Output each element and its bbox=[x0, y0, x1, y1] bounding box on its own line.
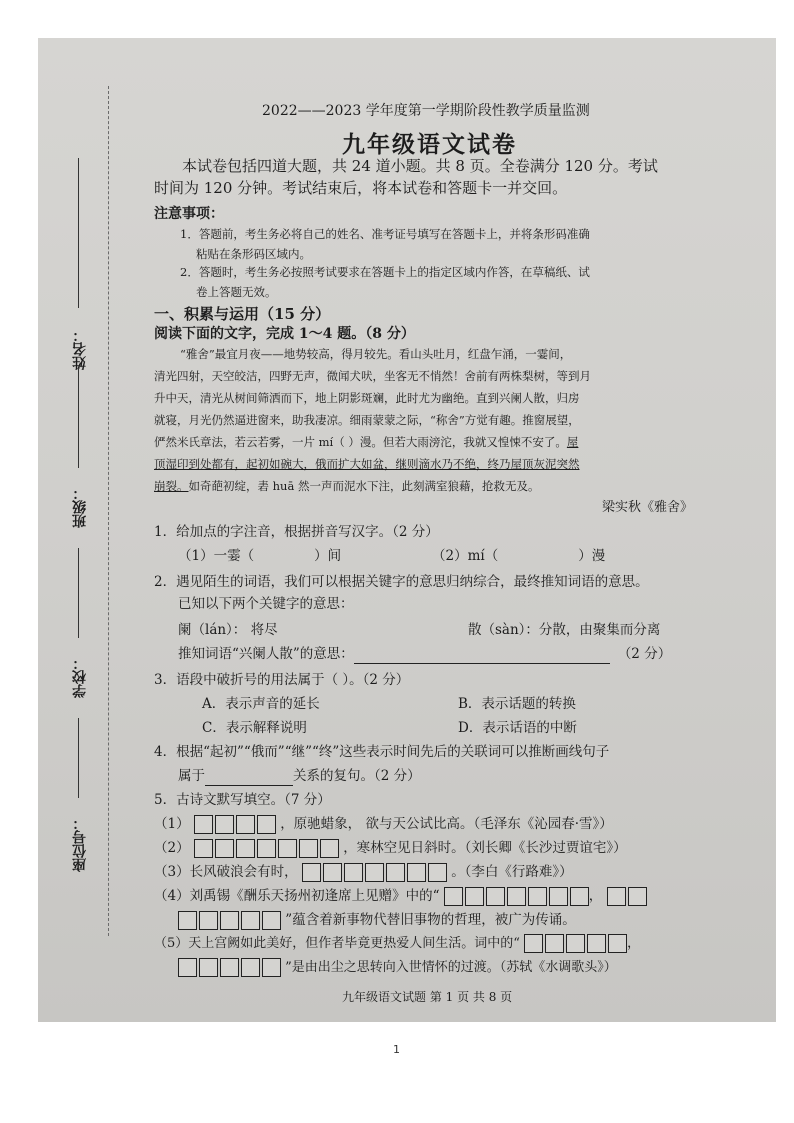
q5-item2-blanks[interactable] bbox=[194, 839, 339, 858]
char-box[interactable] bbox=[278, 839, 297, 858]
seat-line bbox=[78, 718, 79, 798]
exam-content bbox=[142, 38, 757, 1022]
school-line bbox=[78, 548, 79, 638]
char-box[interactable] bbox=[545, 934, 564, 953]
q2-answer-line[interactable] bbox=[354, 649, 610, 664]
q5-item4-line2 bbox=[178, 910, 576, 930]
char-box[interactable] bbox=[199, 958, 218, 977]
note1-line2: 粘贴在条形码区域内。 bbox=[196, 247, 311, 261]
q2-lan: 阑（lán）： 将尽 bbox=[178, 622, 278, 638]
passage-line7-underlined: 崩裂。 bbox=[154, 479, 189, 493]
q2-sub: 已知以下两个关键字的意思： bbox=[178, 596, 354, 612]
class-label: 班级： bbox=[72, 486, 88, 528]
scanned-exam-page bbox=[38, 38, 776, 1022]
school-field bbox=[56, 638, 92, 748]
binding-dashed-line bbox=[108, 86, 109, 936]
char-box[interactable] bbox=[215, 815, 234, 834]
passage-line3: 升中天，清光从树间筛洒而下，地上阴影斑斓，此时尤为幽绝。直到兴阑人散，归房 bbox=[154, 391, 580, 405]
q5-item2 bbox=[154, 838, 627, 858]
char-box[interactable] bbox=[241, 958, 260, 977]
note2-line1: 2．答题时，考生务必按照考试要求在答题卡上的指定区域内作答，在草稿纸、试 bbox=[180, 265, 590, 279]
q3-option-a: A．表示声音的延长 bbox=[202, 696, 320, 712]
q5-item1 bbox=[154, 814, 613, 834]
char-box[interactable] bbox=[407, 863, 426, 882]
q4-text: 4．根据“起初”“俄而”“继”“终”这些表示时间先后的关联词可以推断画线句子 bbox=[154, 744, 610, 760]
char-box[interactable] bbox=[608, 934, 627, 953]
class-line bbox=[78, 368, 79, 468]
char-box[interactable] bbox=[428, 863, 447, 882]
char-box[interactable] bbox=[528, 887, 547, 906]
q5-item2-post: ，寒林空见日斜时。（刘长卿《长沙过贾谊宅》） bbox=[343, 840, 627, 856]
q5-item1-post: ，原驰蜡象， 欲与天公试比高。（毛泽东《沁园春·雪》） bbox=[280, 816, 613, 832]
page-footer: 九年级语文试题 第 1 页 共 8 页 bbox=[342, 990, 513, 1004]
q5-item4-blanks-c[interactable] bbox=[178, 911, 281, 930]
intro-line1: 本试卷包括四道大题，共 24 道小题。共 8 页。全卷满分 120 分。考试 bbox=[182, 157, 658, 175]
reading-prompt: 阅读下面的文字，完成 1～4 题。（8 分） bbox=[154, 326, 415, 342]
q1-b-end: ）漫 bbox=[578, 548, 606, 564]
section1-heading: 一、积累与运用（15 分） bbox=[154, 305, 331, 323]
q2-san: 散（sàn）：分散，由聚集而分离 bbox=[468, 622, 661, 638]
char-box[interactable] bbox=[257, 839, 276, 858]
char-box[interactable] bbox=[262, 911, 281, 930]
q2-score: （2 分） bbox=[617, 646, 672, 662]
q1-b bbox=[432, 546, 605, 566]
char-box[interactable] bbox=[199, 911, 218, 930]
notes-heading: 注意事项： bbox=[154, 206, 224, 222]
passage-line2: 清光四射，天空皎洁，四野无声，微闻犬吠，坐客无不悄然！舍前有两株梨树，等到月 bbox=[154, 369, 591, 383]
q4-line2-a: 属于 bbox=[178, 768, 205, 784]
q3-option-c: C．表示解释说明 bbox=[202, 720, 307, 736]
passage-line7-rest: 如奇葩初绽，砉 huā 然一声而泥水下注，此刻满室狼藉，抢救无及。 bbox=[188, 479, 540, 493]
q5-item4-post: ”蕴含着新事物代替旧事物的哲理，被广为传诵。 bbox=[285, 912, 576, 928]
note1-line1: 1．答题前，考生务必将自己的姓名、准考证号填写在答题卡上，并将条形码准确 bbox=[180, 227, 590, 241]
q4-line2 bbox=[178, 766, 421, 786]
q5-item2-pre: （2） bbox=[154, 840, 190, 856]
char-box[interactable] bbox=[220, 911, 239, 930]
page-number: 1 bbox=[393, 1043, 400, 1056]
char-box[interactable] bbox=[194, 815, 213, 834]
char-box[interactable] bbox=[194, 839, 213, 858]
q5-item5-pre: （5）天上宫阙如此美好，但作者毕竟更热爱人间生活。词中的“ bbox=[154, 936, 520, 951]
q5-item3-pre: （3）长风破浪会有时， bbox=[154, 864, 298, 880]
char-box[interactable] bbox=[241, 911, 260, 930]
q5-item3-blanks[interactable] bbox=[302, 863, 447, 882]
char-box[interactable] bbox=[178, 911, 197, 930]
q5-item5-blanks-b[interactable] bbox=[178, 958, 281, 977]
char-box[interactable] bbox=[320, 839, 339, 858]
char-box[interactable] bbox=[365, 863, 384, 882]
q5-item5-post: ”是由出尘之思转向入世情怀的过渡。（苏轼《水调歌头》） bbox=[285, 960, 617, 975]
q5-item5-blanks-a[interactable] bbox=[524, 934, 627, 953]
note2-line2: 卷上答题无效。 bbox=[196, 285, 277, 299]
q1-b-pre: （2）mí（ bbox=[432, 548, 499, 564]
q5-text: 5．古诗文默写填空。（7 分） bbox=[154, 792, 331, 808]
char-box[interactable] bbox=[465, 887, 484, 906]
seat-field bbox=[56, 798, 92, 918]
intro-line2: 时间为 120 分钟。考试结束后，将本试卷和答题卡一并交回。 bbox=[154, 179, 568, 197]
q5-item4-blanks-b[interactable] bbox=[607, 887, 647, 906]
q5-item1-blanks[interactable] bbox=[194, 815, 276, 834]
q4-line2-b: 关系的复句。（2 分） bbox=[293, 768, 421, 784]
q4-answer-line[interactable] bbox=[205, 771, 293, 786]
char-box[interactable] bbox=[323, 863, 342, 882]
char-box[interactable] bbox=[524, 934, 543, 953]
passage-line7 bbox=[154, 478, 539, 494]
q5-item4-mid: ， bbox=[588, 888, 603, 904]
char-box[interactable] bbox=[566, 934, 585, 953]
passage-line5-underlined: 屋 bbox=[566, 435, 579, 449]
q5-item3-post: 。（李白《行路难》） bbox=[451, 864, 573, 880]
char-box[interactable] bbox=[386, 863, 405, 882]
q5-item3 bbox=[154, 862, 573, 882]
q1-a-pre: （1）一霎（ bbox=[178, 548, 255, 564]
char-box[interactable] bbox=[344, 863, 363, 882]
name-line bbox=[78, 158, 79, 308]
q1-text: 1．给加点的字注音，根据拼音写汉字。（2 分） bbox=[154, 524, 439, 540]
q1-a bbox=[178, 546, 341, 566]
name-label: 姓名： bbox=[72, 328, 88, 370]
passage-source: 梁实秋《雅舍》 bbox=[602, 500, 694, 515]
passage-line6-underlined: 顶湿印到处都有，起初如碗大，俄而扩大如盆，继则滴水乃不绝，终乃屋顶灰泥突然 bbox=[154, 457, 580, 471]
passage-line5 bbox=[154, 434, 578, 450]
binding-margin bbox=[38, 38, 108, 1022]
q2-infer bbox=[178, 644, 671, 664]
passage-line5-text: 俨然米氏章法，若云若雾，一片 mí（ ）漫。但若大雨滂沱，我就又惶悚不安了。 bbox=[154, 435, 567, 449]
char-box[interactable] bbox=[178, 958, 197, 977]
q3-text: 3．语段中破折号的用法属于（ ）。（2 分） bbox=[154, 672, 410, 688]
char-box[interactable] bbox=[486, 887, 505, 906]
q5-item4-blanks-a[interactable] bbox=[444, 887, 589, 906]
exam-period: 2022——2023 学年度第一学期阶段性教学质量监测 bbox=[262, 103, 590, 119]
q3-option-b: B．表示话题的转换 bbox=[458, 696, 576, 712]
char-box[interactable] bbox=[570, 887, 589, 906]
passage-line1: “雅舍”最宜月夜——地势较高，得月较先。看山头吐月，红盘乍涌，一霎间， bbox=[180, 347, 572, 361]
exam-title: 九年级语文试卷 bbox=[342, 131, 517, 158]
char-box[interactable] bbox=[444, 887, 463, 906]
q2-text: 2．遇见陌生的词语，我们可以根据关键字的意思归纳综合，最终推知词语的意思。 bbox=[154, 574, 649, 590]
char-box[interactable] bbox=[507, 887, 526, 906]
seat-label: 座位号： bbox=[72, 816, 88, 872]
char-box[interactable] bbox=[549, 887, 568, 906]
char-box[interactable] bbox=[257, 815, 276, 834]
school-label: 学校： bbox=[72, 656, 88, 698]
char-box[interactable] bbox=[236, 815, 255, 834]
char-box[interactable] bbox=[220, 958, 239, 977]
char-box[interactable] bbox=[587, 934, 606, 953]
char-box[interactable] bbox=[299, 839, 318, 858]
class-field bbox=[56, 468, 92, 578]
q1-a-end: ）间 bbox=[314, 548, 342, 564]
q2-infer-label: 推知词语“兴阑人散”的意思： bbox=[178, 646, 354, 662]
char-box[interactable] bbox=[262, 958, 281, 977]
char-box[interactable] bbox=[236, 839, 255, 858]
char-box[interactable] bbox=[302, 863, 321, 882]
q5-item4-line1 bbox=[154, 886, 647, 906]
char-box[interactable] bbox=[607, 887, 626, 906]
q5-item5-line1 bbox=[154, 934, 640, 954]
q5-item5-line2 bbox=[178, 958, 617, 978]
char-box[interactable] bbox=[628, 887, 647, 906]
q5-item1-pre: （1） bbox=[154, 816, 190, 832]
q3-option-d: D．表示话语的中断 bbox=[458, 720, 577, 736]
q5-item5-mid: ， bbox=[627, 936, 641, 951]
char-box[interactable] bbox=[215, 839, 234, 858]
q5-item4-pre: （4）刘禹锡《酬乐天扬州初逢席上见赠》中的“ bbox=[154, 888, 440, 904]
passage-line4: 就寝，月光仍然逼进窗来，助我凄凉。细雨蒙蒙之际，“称舍”方觉有趣。推窗展望， bbox=[154, 413, 580, 427]
name-field bbox=[56, 308, 92, 398]
